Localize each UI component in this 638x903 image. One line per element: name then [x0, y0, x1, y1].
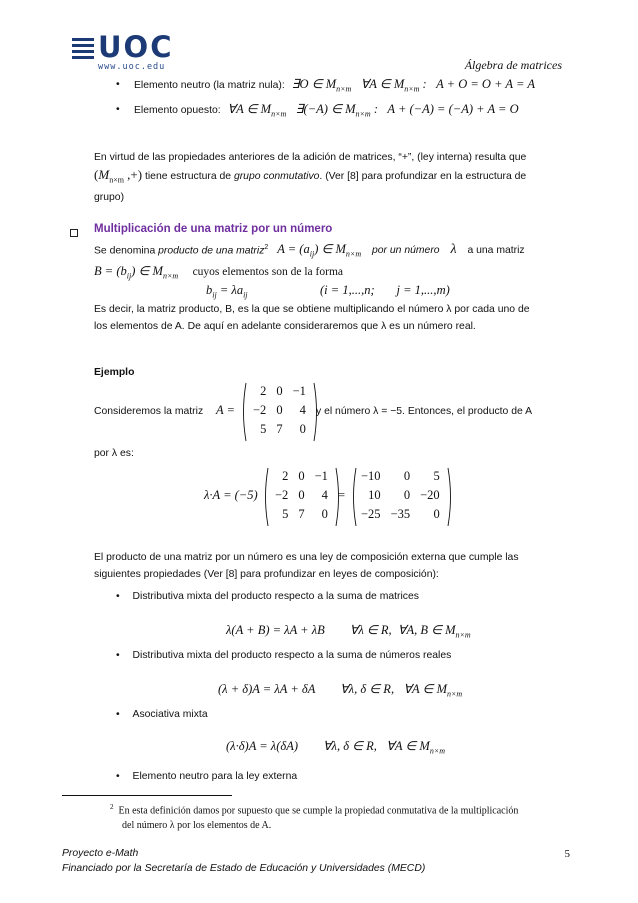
bullet-dot: • [116, 591, 120, 602]
para-line: En virtud de las propiedades anteriores de la adición de matrices, “+”, (ley interna) resulta que [94, 152, 527, 163]
definition-line: Se denomina producto de una matriz$^2$ $A = (a_{ij})$ ∈ $M_{n\times m}$ por un número λ a una matriz [94, 242, 525, 259]
bullet-label: Elemento neutro (la matriz nula): [134, 80, 285, 91]
section-checkbox-icon [70, 229, 78, 237]
property-formula: (λ·δ)A = λ(δA) ∀λ, δ ∈ R, ∀A ∈ $M_{n\times m}$ [226, 739, 446, 756]
property-formula: λ(A + B) = λA + λB ∀λ ∈ R, ∀A, B ∈ $M_{n\times m}$ [226, 623, 471, 640]
matrix-result [350, 467, 454, 527]
def-math: $A = (a_{ij})$ ∈ $M_{n\times m}$ [277, 242, 362, 259]
bullet-dot: • [116, 650, 120, 661]
matrix-a-copy [262, 467, 342, 527]
property-formula: (λ + δ)A = λA + δA ∀λ, δ ∈ R, ∀A ∈ $M_{n\times m}$ [218, 682, 463, 699]
matrix-a-body: 2 0 −1 −2 0 4 5 7 0 [253, 384, 306, 436]
bullet-dot: • [116, 79, 120, 90]
footer-funding: Financiado por la Secretaría de Estado de Educación y Universidades (MECD) [62, 863, 426, 874]
bullet-dot: • [116, 709, 120, 720]
definition-line-2: $B = (b_{ij})$ ∈ $M_{n\times m}$ cuyos elementos son de la forma [94, 264, 343, 281]
left-paren [240, 382, 248, 442]
bullet-dot: • [116, 104, 120, 115]
uoc-logo [72, 30, 182, 72]
section-title: Multiplicación de una matriz por un número [94, 223, 333, 235]
matrix-result-body: −10 0 5 10 0 −20 −25 −35 0 [361, 469, 440, 521]
example-after: y el número λ = −5. Entonces, el producto de A [316, 406, 533, 417]
page-number: 5 [564, 848, 570, 860]
matrix-a-label: A = [216, 403, 235, 417]
property-item: • Elemento neutro para la ley externa [116, 771, 298, 782]
example-intro: Consideremos la matriz [94, 406, 204, 417]
properties-intro: El producto de una matriz por un número es una ley de composición externa que cumple las siguientes propiedades (Ver [8] para profundizar en leyes de composición): [94, 552, 519, 580]
right-paren [446, 467, 454, 527]
footer-project: Proyecto e-Math [62, 848, 139, 859]
formula-bij: $b_{ij} = \lambda a_{ij}$ [206, 283, 248, 300]
running-title: Álgebra de matrices [464, 58, 562, 72]
property-item: • Distributiva mixta del producto respecto a la suma de números reales [116, 650, 452, 661]
property-item: • Distributiva mixta del producto respecto a la suma de matrices [116, 591, 419, 602]
logo-url: www.uoc.edu [98, 62, 166, 72]
matrix-a-copy-body: 2 0 −1 −2 0 4 5 7 0 [275, 469, 328, 521]
footnote-rule [62, 795, 232, 796]
bullet-dot: • [116, 771, 120, 782]
example-por: por λ es: [94, 448, 134, 459]
product-label: λ·A = (−5) [204, 488, 258, 502]
explanation: Es decir, la matriz producto, B, es la que se obtiene multiplicando el número λ por cada uno de los elementos de A. De aquí en adelante consideraremos que λ es un número real. [94, 304, 530, 332]
bullet-math: ∀A ∈ $M_{n\times m}$ ∃(−A) ∈ $M_{n\times m}$ : A + (−A) = (−A) + A = O [227, 102, 519, 119]
equals-sign: = [338, 488, 346, 502]
footnote: $^2$ En esta definición damos por supuesto que se cumple la propiedad conmutativa de la multiplicación del número λ por los elementos de A. [110, 803, 519, 832]
formula-range: (i = 1,...,n; j = 1,...,m) [320, 283, 450, 297]
bullet-math: ∃O ∈ $M_{n\times m}$ ∀A ∈ $M_{n\times m}$ : A + O = O + A = A [291, 77, 535, 94]
logo-text: UOC [98, 30, 174, 64]
left-paren [262, 467, 270, 527]
group-math: ($M_{n\times m}$ ,+) [94, 167, 143, 185]
matrix-a [240, 382, 320, 442]
example-heading: Ejemplo [94, 367, 135, 378]
paragraph-group: En virtud de las propiedades anteriores de la adición de matrices, “+”, (ley interna) resulta que ($M_{n\times m}$ ,+) tiene estructura de grupo conmutativo. (Ver [8] para profundizar en la estructura de grupo) [94, 149, 564, 206]
property-item: • Asociativa mixta [116, 709, 208, 720]
bullet-label: Elemento opuesto: [134, 105, 221, 116]
